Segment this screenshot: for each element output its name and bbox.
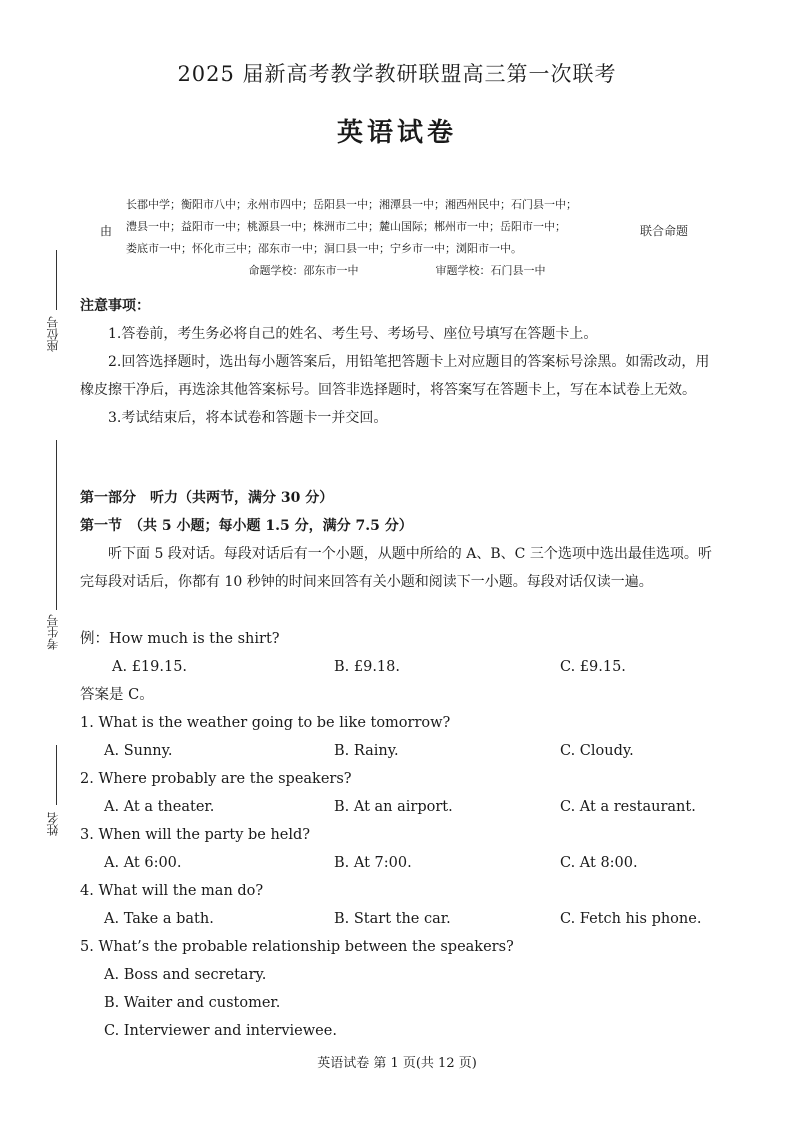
- notice-item-2: 2.回答选择题时，选出每小题答案后，用铅笔把答题卡上对应题目的答案标号涂黑。如需改动，用橡皮擦干净后，再选涂其他答案标号。回答非选择题时，将答案写在答题卡上，写在本试卷上无效。: [80, 354, 710, 398]
- school-line-1: 长郡中学；衡阳市八中；永州市四中；岳阳县一中；湘潭县一中；湘西州民中；石门县一中；: [126, 198, 577, 211]
- question-1-option-a: A. Sunny.: [104, 743, 173, 759]
- exam-no-line: [56, 440, 57, 610]
- question-1: 1. What is the weather going to be like tomorrow?: [80, 715, 451, 731]
- notice-item-1: 1.答卷前，考生务必将自己的姓名、考生号、考场号、座位号填写在答题卡上。: [108, 326, 598, 342]
- notice-item-3: 3.考试结束后，将本试卷和答题卡一并交回。: [108, 410, 388, 426]
- example-question: 例：How much is the shirt?: [80, 631, 280, 647]
- question-2-option-a: A. At a theater.: [104, 799, 215, 815]
- school-line-3: 娄底市一中；怀化市三中；邵东市一中；洞口县一中；宁乡市一中；浏阳市一中。: [126, 242, 522, 255]
- proposer-line: [0, 262, 794, 278]
- part1-block: [80, 484, 720, 596]
- question-3-option-b: B. At 7:00.: [334, 855, 412, 871]
- question-5-option-c: C. Interviewer and interviewee.: [104, 1023, 337, 1039]
- question-5-option-a: A. Boss and secretary.: [104, 967, 267, 983]
- question-4-option-c: C. Fetch his phone.: [560, 911, 702, 927]
- page-footer: 英语试卷 第 1 页(共 12 页): [317, 1056, 477, 1071]
- name-label: 姓名: [46, 812, 60, 836]
- name-line: [56, 745, 57, 805]
- section1-heading: 第一节 （共 5 小题；每小题 1.5 分，满分 7.5 分）: [80, 518, 413, 534]
- question-4-option-b: B. Start the car.: [334, 911, 451, 927]
- section1-instructions: 听下面 5 段对话。每段对话后有一个小题，从题中所给的 A、B、C 三个选项中选出最佳选项。听完每段对话后，你都有 10 秒钟的时间来回答有关小题和阅读下一小题。每段对话仅读一遍。: [80, 546, 712, 590]
- proposer-school: 命题学校：邵东市一中: [248, 264, 359, 277]
- example-option-c: C. £9.15.: [560, 659, 626, 675]
- seat-line: [56, 250, 57, 310]
- part1-heading: 第一部分 听力（共两节，满分 30 分）: [80, 490, 334, 506]
- question-3-option-c: C. At 8:00.: [560, 855, 638, 871]
- notice-block: [80, 292, 720, 432]
- question-1-option-c: C. Cloudy.: [560, 743, 634, 759]
- organizers-suffix: 联合命题: [640, 224, 689, 238]
- question-5: 5. What’s the probable relationship between the speakers?: [80, 939, 514, 955]
- question-3: 3. When will the party be held?: [80, 827, 311, 843]
- question-2: 2. Where probably are the speakers?: [80, 771, 352, 787]
- question-1-option-b: B. Rainy.: [334, 743, 399, 759]
- organizers-prefix: 由: [100, 224, 113, 238]
- example-answer: 答案是 C。: [80, 687, 154, 703]
- question-2-option-b: B. At an airport.: [334, 799, 453, 815]
- notice-title: 注意事项：: [80, 298, 150, 314]
- exam-no-label: 考生号: [46, 614, 60, 650]
- question-4: 4. What will the man do?: [80, 883, 264, 899]
- example-option-b: B. £9.18.: [334, 659, 400, 675]
- question-3-option-a: A. At 6:00.: [104, 855, 182, 871]
- example-option-a: A. £19.15.: [112, 659, 188, 675]
- question-5-option-b: B. Waiter and customer.: [104, 995, 281, 1011]
- question-4-option-a: A. Take a bath.: [104, 911, 214, 927]
- question-2-option-c: C. At a restaurant.: [560, 799, 696, 815]
- seat-label: 座位号: [46, 316, 60, 352]
- subject-title: 英语试卷: [336, 118, 457, 148]
- school-line-2: 澧县一中；益阳市一中；桃源县一中；株洲市二中；麓山国际；郴州市一中；岳阳市一中；: [126, 220, 566, 233]
- exam-title: 2025 届新高考教学教研联盟高三第一次联考: [177, 62, 617, 86]
- reviewer-school: 审题学校：石门县一中: [435, 264, 546, 277]
